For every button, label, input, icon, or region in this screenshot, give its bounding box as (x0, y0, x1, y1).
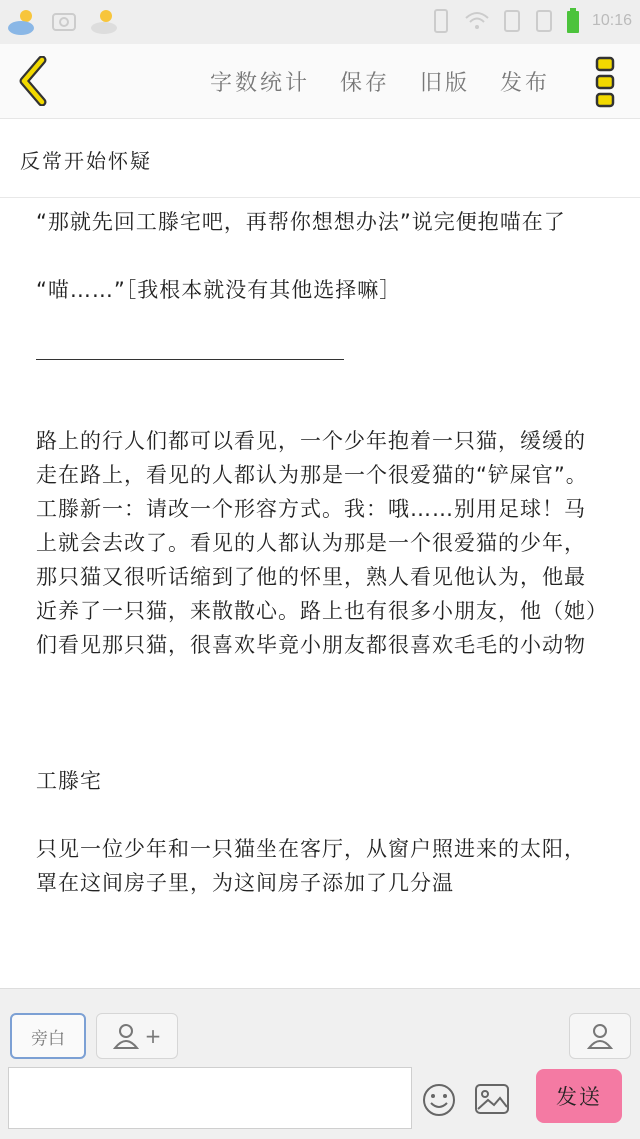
chapter-title[interactable]: 反常开始怀疑 (20, 149, 152, 173)
add-role-button[interactable] (96, 1013, 178, 1059)
sim1-icon (502, 8, 522, 34)
status-time: 10:16 (591, 12, 632, 29)
narrator-button[interactable] (10, 1013, 86, 1059)
top-nav-bar (0, 44, 640, 119)
user-icon (113, 1022, 139, 1050)
screenshot-icon (50, 7, 78, 35)
more-menu-icon[interactable] (594, 56, 618, 108)
weather-cloud-sun-icon (6, 4, 40, 38)
composer-panel (0, 988, 640, 1139)
sim2-icon (534, 8, 554, 34)
plus-label: + (144, 1024, 162, 1048)
image-icon[interactable] (474, 1083, 510, 1115)
back-chevron-icon[interactable] (14, 56, 54, 106)
user-icon (587, 1022, 613, 1050)
narrator-label: 旁白 (31, 1028, 65, 1049)
save-button[interactable]: 保存 (340, 71, 391, 96)
story-paragraph: “喵……”［我根本就没有其他选择嘛］ (36, 278, 402, 302)
battery-icon (566, 8, 580, 34)
send-button[interactable]: 发送 (536, 1069, 622, 1123)
story-paragraph: 路上的行人们都可以看见，一个少年抱着一只猫，缓缓的走在路上，看见的人都认为那是一个很爱猫的“铲屎官”。工滕新一：请改一个形容方式。我：哦……别用足球！马上就会去改了。看见的人都认为那是一个很爱猫的少年，那只猫又很听话缩到了他的怀里，熟人看见他认为，他最近养了一只猫，来散散心。路上也有很多小朋友，他（她）们看见那只猫，很喜欢毕竟小朋友都很喜欢毛毛的小动物 (36, 429, 598, 657)
story-paragraph: 工滕宅 (36, 769, 102, 793)
nav-actions (210, 66, 580, 97)
word-count-button[interactable]: 字数统计 (210, 71, 311, 96)
story-paragraph: 只见一位少年和一只猫坐在客厅，从窗户照进来的太阳，罩在这间房子里，为这间房子添加了几分温 (36, 837, 586, 895)
chapter-title-row[interactable] (0, 119, 640, 198)
story-paragraph: “那就先回工滕宅吧，再帮你想想办法”说完便抱喵在了 (36, 210, 566, 234)
message-input[interactable] (8, 1067, 412, 1129)
old-version-button[interactable]: 旧版 (420, 71, 471, 96)
weather-partly-sunny-icon (88, 4, 122, 38)
emoji-icon[interactable] (422, 1083, 456, 1117)
status-bar (0, 0, 640, 45)
publish-button[interactable]: 发布 (500, 71, 551, 96)
vibrate-icon (430, 8, 452, 34)
wifi-icon (464, 10, 490, 32)
story-content[interactable] (36, 205, 606, 985)
role-select-button[interactable] (569, 1013, 631, 1059)
